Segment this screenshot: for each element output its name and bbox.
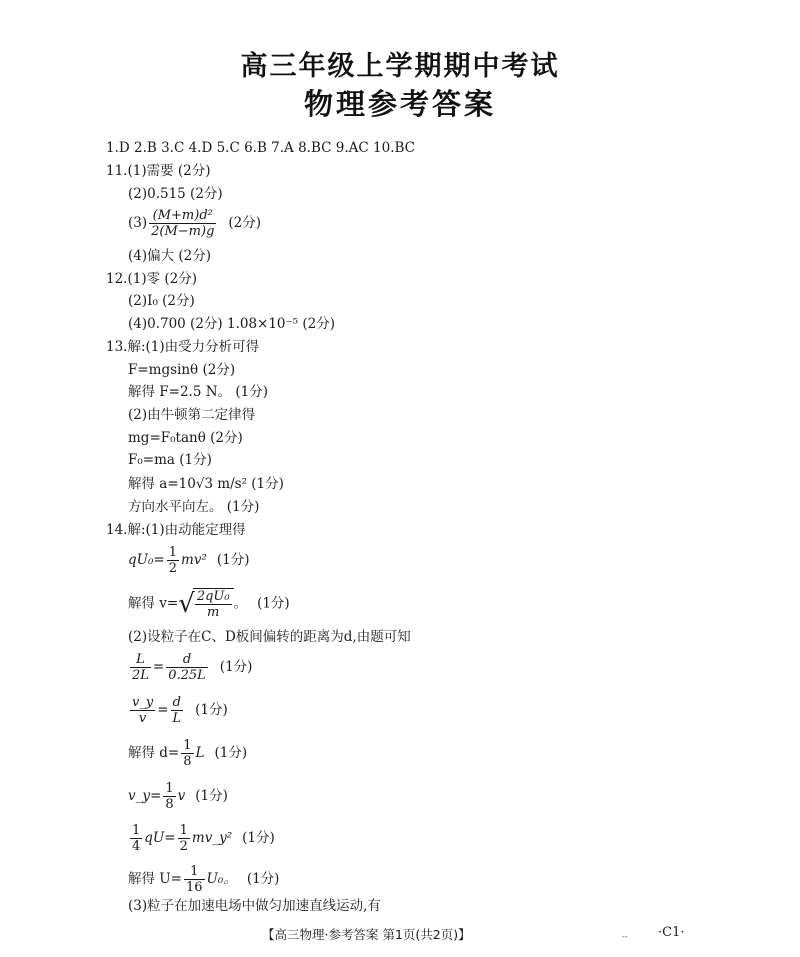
q14-eq1-fraction xyxy=(167,545,179,576)
q14-eq6-suffix: v xyxy=(177,788,186,804)
q14-eq3-rden: 0.25L xyxy=(168,668,206,683)
q14-eq3-right-fraction xyxy=(166,652,208,683)
q11-fraction-den: 2(M−m)g xyxy=(151,224,215,239)
q14-equation-4: $\frac{v\_y}{v}$ = $\frac{d}{L}$ (1分) xyxy=(132,695,228,726)
q11-fraction-num: (M+m)d² xyxy=(152,208,213,223)
answer-key-title: 物理参考答案 xyxy=(303,87,496,121)
q14-eq7-suffix: mv_y² xyxy=(191,830,233,846)
q13-line-1: 13.解:(1)由受力分析可得 xyxy=(106,339,260,355)
q14-eq5-num: 1 xyxy=(183,738,192,753)
q14-eq8-den: 16 xyxy=(185,880,203,895)
q14-eq4-rden: L xyxy=(172,711,182,726)
q14-eq2-num: 2qU₀ xyxy=(196,589,230,604)
q14-equation-1 xyxy=(128,545,250,576)
q14-eq7-rden: 2 xyxy=(179,839,188,854)
q14-eq2-score: (1分) xyxy=(257,595,290,612)
q14-eq2-fraction xyxy=(195,589,232,620)
q14-eq4-left-fraction xyxy=(130,695,155,726)
q14-eq6-num: 1 xyxy=(165,781,174,796)
q11-part-label: (3) xyxy=(128,215,148,231)
q13-line-6: F₀=ma (1分) xyxy=(128,452,212,468)
q14-eq3-lnum: L xyxy=(136,652,145,667)
q14-eq4-rnum: d xyxy=(172,695,181,710)
sqrt-symbol: √ $\frac{\text{2qU₀}}{m}$ xyxy=(178,588,233,620)
q14-eq8-score: (1分) xyxy=(246,871,280,887)
q11-line-4: (4)偏大 (2分) xyxy=(128,248,212,264)
q14-eq7-rnum: 1 xyxy=(179,823,188,838)
exam-title: 高三年级上学期期中考试 xyxy=(240,51,560,82)
multiple-choice-answers: 1.D 2.B 3.C 4.D 5.C 6.B 7.A 8.BC 9.AC 10.BC xyxy=(106,140,415,156)
q14-eq8-suffix: U₀。 xyxy=(206,871,237,887)
q14-equation-5 xyxy=(128,738,247,769)
q11-fraction xyxy=(149,208,216,239)
q13-line-2: F=mgsinθ (2分) xyxy=(128,362,236,378)
q14-eq1-rhs: mv² xyxy=(181,552,207,568)
q13-line-5: mg=F₀tanθ (2分) xyxy=(128,430,243,446)
q14-eq7-right-fraction xyxy=(178,823,190,854)
q14-equation-2 xyxy=(128,588,290,620)
q14-eq5-den: 8 xyxy=(183,754,192,769)
q14-eq4-lnum: v_y xyxy=(132,695,154,710)
q14-eq5-score: (1分) xyxy=(214,745,248,761)
q14-eq1-score: (1分) xyxy=(216,552,250,568)
q14-eq8-num: 1 xyxy=(190,864,199,879)
q12-line-1: 12.(1)零 (2分) xyxy=(106,271,198,287)
q14-eq3-lden: 2L xyxy=(132,668,149,683)
q14-eq2-suffix: 。 xyxy=(233,595,248,612)
q14-eq3-left-fraction xyxy=(130,652,151,683)
q12-line-3: (4)0.700 (2分) 1.08×10⁻⁵ (2分) xyxy=(128,316,335,332)
q14-eq8-fraction xyxy=(184,864,205,895)
q14-eq4-right-fraction xyxy=(171,695,184,726)
q14-eq2-den: m xyxy=(195,604,232,620)
q14-equation-3: $\frac{L}{2L}$ = $\frac{d}{0.25L}$ (1分) xyxy=(132,652,253,683)
q14-eq2-prefix: 解得 v= xyxy=(128,595,179,612)
q14-eq1-num: 1 xyxy=(168,545,178,560)
q14-eq6-prefix: v_y= xyxy=(128,788,162,804)
q14-eq7-left-fraction xyxy=(130,823,142,854)
q14-line-last: (3)粒子在加速电场中做匀加速直线运动,有 xyxy=(128,898,381,914)
q13-line-7: 解得 a=10√3 m/s² (1分) xyxy=(128,476,284,492)
q11-line-3-score: (2分) xyxy=(228,215,262,231)
q14-eq4-score: (1分) xyxy=(195,702,228,718)
q14-eq8-prefix: 解得 U= xyxy=(128,871,182,887)
q14-eq4-lden: v xyxy=(130,710,155,726)
q14-eq7-lden: 4 xyxy=(132,839,141,854)
q11-line-3 xyxy=(128,208,261,239)
q13-line-3: 解得 F=2.5 N。 (1分) xyxy=(128,384,268,400)
q14-line-1: 14.解:(1)由动能定理得 xyxy=(106,522,246,538)
q14-equation-8 xyxy=(128,864,279,895)
q14-equation-7 xyxy=(128,823,275,854)
print-smudge: -- xyxy=(622,932,628,941)
page-mark: ·C1· xyxy=(658,925,685,940)
q11-line-1: 11.(1)需要 (2分) xyxy=(106,163,211,179)
q14-eq7-mid: qU= xyxy=(144,830,176,846)
q14-eq7-lnum: 1 xyxy=(132,823,141,838)
q14-eq7-score: (1分) xyxy=(242,830,275,846)
q14-line-4: (2)设粒子在C、D板间偏转的距离为d,由题可知 xyxy=(128,629,411,645)
q14-eq6-den: 8 xyxy=(165,797,174,812)
q13-line-8: 方向水平向左。 (1分) xyxy=(128,499,260,515)
q12-line-2: (2)I₀ (2分) xyxy=(128,293,195,309)
q14-eq3-rnum: d xyxy=(182,652,192,667)
q13-line-4: (2)由牛顿第二定律得 xyxy=(128,407,256,423)
q14-eq5-suffix: L xyxy=(195,745,205,761)
q14-eq5-fraction xyxy=(181,738,193,769)
q14-eq3-score: (1分) xyxy=(219,659,253,675)
q14-eq1-den: 2 xyxy=(168,561,178,576)
q14-eq1-lhs: qU₀= xyxy=(128,552,165,568)
q14-equation-6 xyxy=(128,781,228,812)
q14-eq6-score: (1分) xyxy=(195,788,228,804)
q11-line-2: (2)0.515 (2分) xyxy=(128,186,223,202)
page-footer: 【高三物理·参考答案 第1页(共2页)】 xyxy=(262,927,471,942)
q14-eq5-prefix: 解得 d= xyxy=(128,745,180,761)
q14-eq6-fraction xyxy=(163,781,175,812)
